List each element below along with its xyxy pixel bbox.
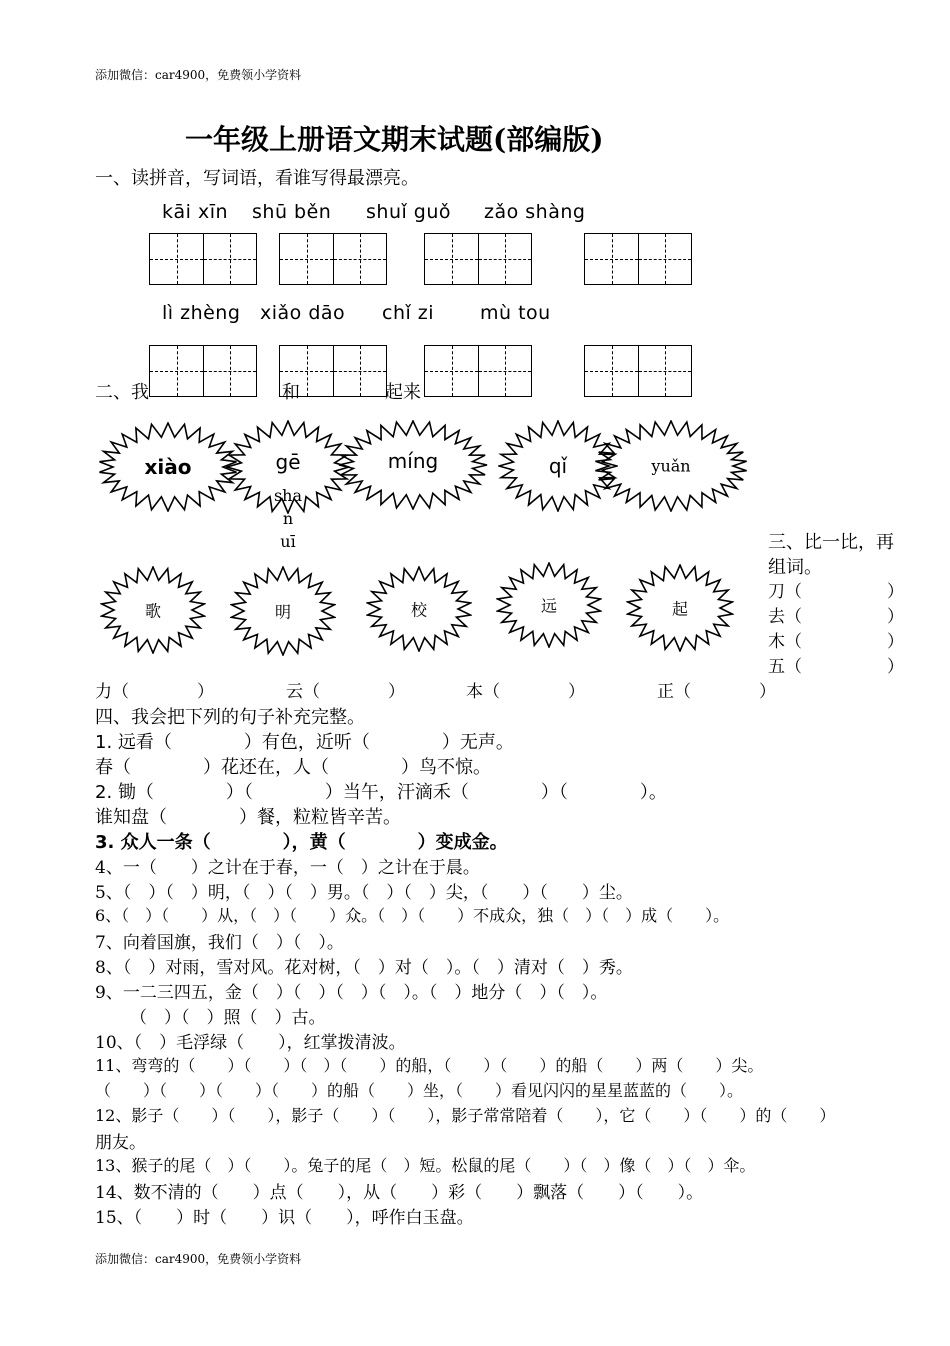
numbered-line[interactable]: 15、（ ）时（ ）识（ ），呼作白玉盘。 <box>95 1208 474 1228</box>
pinyin-chizi: chǐ zi <box>382 302 435 324</box>
sentence-line[interactable]: 谁知盘（ ）餐，粒粒皆辛苦。 <box>95 807 401 828</box>
compare-item[interactable]: 本（ ） <box>466 682 585 702</box>
writing-grid[interactable] <box>424 233 532 285</box>
numbered-line[interactable]: 4、一（ ）之计在于春，一（ ）之计在于晨。 <box>95 858 480 878</box>
sentence-line[interactable]: 3. 众人一条（ ），黄（ ）变成金。 <box>95 832 508 853</box>
pinyin-shuben: shū běn <box>252 201 332 223</box>
section2-heading-part1: 二、我 <box>95 382 149 403</box>
sentence-line[interactable]: 2. 锄（ ）（ ）当午，汗滴禾（ ）（ ）。 <box>95 782 667 803</box>
writing-grid[interactable] <box>149 345 257 397</box>
writing-grid[interactable] <box>424 345 532 397</box>
compare-item[interactable]: 木（ ） <box>768 632 904 652</box>
burst-char-yuan[interactable] <box>496 562 602 648</box>
burst-label: gē <box>275 450 301 475</box>
numbered-line[interactable]: 13、猴子的尾（ ）（ ）。兔子的尾（ ）短。松鼠的尾（ ）（ ）像（ ）（ ）伞。 <box>95 1156 756 1175</box>
writing-grid[interactable] <box>279 233 387 285</box>
numbered-line[interactable]: 朋友。 <box>95 1133 146 1153</box>
section2-heading-part3: 起来 <box>385 382 421 403</box>
numbered-line[interactable]: 9、一二三四五，金（ ）（ ）（ ）（ ）。（ ）地分（ ）（ ）。 <box>95 983 608 1003</box>
writing-grid[interactable] <box>584 233 692 285</box>
writing-grid[interactable] <box>279 345 387 397</box>
sentence-line[interactable]: 春（ ）花还在，人（ ）鸟不惊。 <box>95 757 491 778</box>
burst-char-ming[interactable] <box>230 566 336 656</box>
section3-heading-line1: 三、比一比，再 <box>768 532 894 553</box>
header-note: 添加微信：car4900，免费领小学资料 <box>95 68 302 82</box>
burst-label: xiào <box>144 455 192 479</box>
burst-pinyin-xiao[interactable] <box>98 422 238 512</box>
numbered-line[interactable]: 6、（ ）（ ）从，（ ）（ ）众。（ ）（ ）不成众，独（ ）（ ）成（ ）。 <box>95 906 730 925</box>
numbered-line[interactable]: 12、影子（ ）（ ），影子（ ）（ ），影子常常陪着（ ），它（ ）（ ）的（ ） <box>95 1106 836 1125</box>
numbered-line[interactable]: （ ）（ ）（ ）（ ）的船（ ）坐，（ ）看见闪闪的星星蓝蓝的（ ）。 <box>95 1081 744 1100</box>
burst-label: qǐ <box>548 454 568 478</box>
numbered-line[interactable]: （ ）（ ）照（ ）古。 <box>130 1008 326 1028</box>
pinyin-mutou: mù tou <box>480 302 551 324</box>
pinyin-kaixin: kāi xīn <box>162 201 229 223</box>
numbered-line[interactable]: 8、（ ）对雨，雪对风。花对树，（ ）对（ ）。（ ）清对（ ）秀。 <box>95 958 633 978</box>
pinyin-xiaodao: xiǎo dāo <box>260 302 346 324</box>
burst-label: 歌 <box>144 601 161 621</box>
burst-label: 明 <box>274 602 291 622</box>
section3-heading-line2: 组词。 <box>768 557 822 578</box>
numbered-line[interactable]: 5、（ ）（ ）明，（ ）（ ）男。（ ）（ ）尖，（ ）（ ）尘。 <box>95 883 633 903</box>
compare-item[interactable]: 正（ ） <box>657 682 776 702</box>
section1-heading: 一、读拼音，写词语，看谁写得最漂亮。 <box>95 168 419 189</box>
compare-item[interactable]: 力（ ） <box>95 682 214 702</box>
burst-label: 远 <box>540 596 557 616</box>
burst-pinyin-yuan[interactable] <box>594 420 748 512</box>
burst-char-qi[interactable] <box>626 564 734 652</box>
numbered-line[interactable]: 7、向着国旗，我们（ ）（ ）。 <box>95 933 344 953</box>
numbered-line[interactable]: 10、（ ）毛浮绿（ ），红掌拨清波。 <box>95 1033 406 1053</box>
compare-item[interactable]: 刀（ ） <box>768 582 904 602</box>
burst-label: míng <box>387 449 439 474</box>
burst-label: 起 <box>671 599 688 619</box>
pinyin-lizheng: lì zhèng <box>162 302 241 324</box>
compare-item[interactable]: 云（ ） <box>286 682 405 702</box>
pinyin-shan-fragment: sha n uī <box>273 486 303 551</box>
numbered-line[interactable]: 11、弯弯的（ ）（ ）（ ）（ ）的船，（ ）（ ）的船（ ）两（ ）尖。 <box>95 1056 764 1075</box>
section2-heading-part2: 和 <box>282 382 300 403</box>
pinyin-shuiguo: shuǐ guǒ <box>366 201 452 223</box>
writing-grid[interactable] <box>149 233 257 285</box>
numbered-line[interactable]: 14、数不清的（ ）点（ ），从（ ）彩（ ）飘落（ ）（ ）。 <box>95 1183 704 1203</box>
page-title: 一年级上册语文期末试题(部编版) <box>185 123 604 156</box>
writing-grid[interactable] <box>584 345 692 397</box>
compare-item[interactable]: 五（ ） <box>768 657 904 677</box>
compare-item[interactable]: 去（ ） <box>768 607 904 627</box>
section4-heading: 四、我会把下列的句子补充完整。 <box>95 707 365 728</box>
burst-label: yuǎn <box>651 456 691 476</box>
pinyin-zaoshang: zǎo shàng <box>484 201 586 223</box>
sentence-line[interactable]: 1. 远看（ ）有色，近听（ ）无声。 <box>95 732 514 753</box>
footer-note: 添加微信：car4900，免费领小学资料 <box>95 1252 302 1266</box>
burst-char-ge[interactable] <box>100 566 206 654</box>
burst-pinyin-ming[interactable] <box>338 420 488 510</box>
burst-label: 校 <box>410 600 427 620</box>
burst-char-xiao[interactable] <box>366 566 472 652</box>
